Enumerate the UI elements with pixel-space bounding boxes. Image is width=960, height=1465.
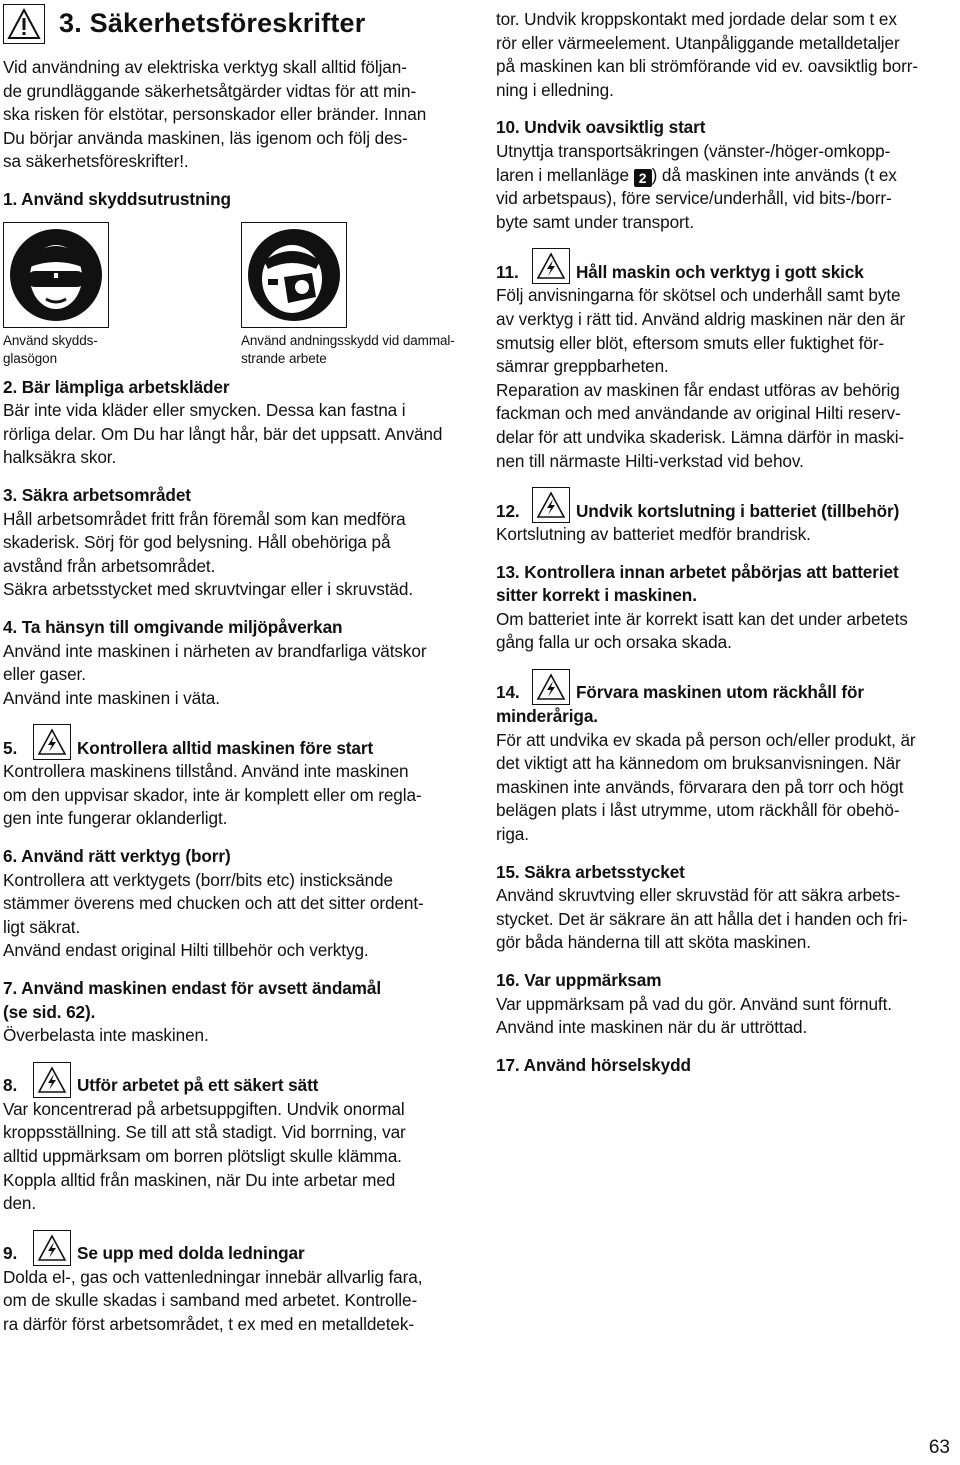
page-number: 63 bbox=[928, 1437, 950, 1458]
body-line: Reparation av maskinen får endast utföras av behörig bbox=[496, 379, 900, 400]
section-heading-text: Håll maskin och verktyg i gott skick bbox=[576, 261, 864, 282]
body-line: Utnyttja transportsäkringen (vänster-/höger-omkopp- bbox=[496, 140, 891, 161]
body-line: den. bbox=[3, 1193, 37, 1214]
body-line: halksäkra skor. bbox=[3, 447, 117, 468]
section-heading-1: 1. Använd skyddsutrustning bbox=[3, 188, 231, 209]
section-heading-text: Utför arbetet på ett säkert sätt bbox=[77, 1075, 319, 1096]
caption-line: strande arbete bbox=[241, 350, 327, 366]
body-line: Använd skruvtving eller skruvstäd för att säkra arbets- bbox=[496, 885, 901, 906]
body-line: ligt säkrat. bbox=[3, 916, 81, 937]
section-number: 9. bbox=[3, 1243, 18, 1264]
body-line: avstånd från arbetsområdet. bbox=[3, 555, 216, 576]
section-heading-text: Undvik kortslutning i batteriet (tillbehör) bbox=[576, 500, 900, 521]
section-heading-5 bbox=[3, 724, 469, 760]
section-heading-7: 7. Använd maskinen endast för avsett ändamål bbox=[3, 978, 381, 999]
body-line: delar för att undvika skaderisk. Lämna därför in maski- bbox=[496, 426, 905, 447]
electric-hazard-icon bbox=[532, 669, 570, 705]
section-heading-17: 17. Använd hörselskydd bbox=[496, 1054, 691, 1075]
body-line: rör eller värmeelement. Utanpåliggande metalldetaljer bbox=[496, 32, 900, 53]
section-heading-8 bbox=[3, 1062, 469, 1098]
body-line: ning i elledning. bbox=[496, 79, 614, 100]
caption-mask bbox=[241, 332, 455, 368]
body-line: om de skulle skadas i samband med arbetet. Kontrolle- bbox=[3, 1290, 418, 1311]
body-line: om den uppvisar skador, inte är komplett eller om regla- bbox=[3, 784, 422, 805]
section-heading-6: 6. Använd rätt verktyg (borr) bbox=[3, 846, 231, 867]
body-line: Bär inte vida kläder eller smycken. Dessa kan fastna i bbox=[3, 400, 406, 421]
body-line: maskinen inte används, förvarara den på torr och högt bbox=[496, 776, 904, 797]
body-line: Kontrollera att verktygets (borr/bits etc) insticksände bbox=[3, 869, 393, 890]
section-number: 5. bbox=[3, 737, 18, 758]
electric-hazard-icon bbox=[33, 1062, 71, 1098]
body-text: laren i mellanläge bbox=[496, 164, 634, 185]
intro-line: de grundläggande säkerhetsåtgärder vidtas för att min- bbox=[3, 80, 417, 101]
section-heading-9 bbox=[3, 1230, 469, 1266]
intro-line: Du börjar använda maskinen, läs igenom och följ des- bbox=[3, 127, 408, 148]
body-line: det viktigt att ha kännedom om bruksanvisningen. När bbox=[496, 753, 901, 774]
body-line: Var uppmärksam på vad du gör. Använd sunt förnuft. bbox=[496, 993, 892, 1014]
body-line: belägen plats i låst utrymme, utom räckhåll för obehö- bbox=[496, 800, 900, 821]
safety-glasses-icon bbox=[3, 222, 109, 328]
body-line: Koppla alltid från maskinen, när Du inte arbetar med bbox=[3, 1169, 396, 1190]
body-line: skaderisk. Sörj för god belysning. Håll obehöriga på bbox=[3, 532, 391, 553]
body-line: ra därför först arbetsområdet, t ex med en metalldetek- bbox=[3, 1313, 415, 1334]
respirator-mask-icon bbox=[241, 222, 347, 328]
intro-line: ska risken för elstötar, personskador eller bränder. Innan bbox=[3, 104, 427, 125]
section-heading-text: Se upp med dolda ledningar bbox=[77, 1243, 305, 1264]
body-line: Följ anvisningarna för skötsel och underhåll samt byte bbox=[496, 285, 901, 306]
body-line: av verktyg i rätt tid. Använd aldrig maskinen när den är bbox=[496, 308, 906, 329]
section-heading-13: 13. Kontrollera innan arbetet påbörjas att batteriet bbox=[496, 561, 899, 582]
right-column bbox=[496, 8, 958, 1077]
body-line: vid arbetspaus), före service/underhåll, vid bits-/borr- bbox=[496, 188, 892, 209]
section-heading-2: 2. Bär lämpliga arbetskläder bbox=[3, 376, 230, 397]
warning-triangle-icon bbox=[3, 4, 45, 44]
figure-reference-badge: 2 bbox=[634, 169, 652, 187]
section-heading-3: 3. Säkra arbetsområdet bbox=[3, 484, 191, 505]
body-line: Håll arbetsområdet fritt från föremål som kan medföra bbox=[3, 508, 406, 529]
section-heading-14-cont: minderåriga. bbox=[496, 706, 598, 727]
intro-line: sa säkerhetsföreskrifter!. bbox=[3, 151, 189, 172]
section-heading-13-cont: sitter korrekt i maskinen. bbox=[496, 585, 697, 606]
page-title: 3. Säkerhetsföreskrifter bbox=[59, 8, 366, 39]
body-line: Var koncentrerad på arbetsuppgiften. Undvik onormal bbox=[3, 1098, 405, 1119]
electric-hazard-icon bbox=[33, 724, 71, 760]
body-line: Använd inte maskinen när du är uttröttad. bbox=[496, 1017, 808, 1038]
caption-line: Använd skydds- bbox=[3, 332, 98, 348]
body-line: smutsig eller blöt, eftersom smuts eller fuktighet för- bbox=[496, 332, 885, 353]
section-heading-4: 4. Ta hänsyn till omgivande miljöpåverkan bbox=[3, 616, 343, 637]
body-line: Kortslutning av batteriet medför brandrisk. bbox=[496, 524, 811, 545]
section-heading-7-cont: (se sid. 62). bbox=[3, 1001, 96, 1022]
body-line: Kontrollera maskinens tillstånd. Använd inte maskinen bbox=[3, 761, 409, 782]
electric-hazard-icon bbox=[532, 248, 570, 284]
body-line: byte samt under transport. bbox=[496, 211, 695, 232]
body-text: ) då maskinen inte används (t ex bbox=[651, 164, 897, 185]
body-line: Använd inte maskinen i närheten av brandfarliga vätskor bbox=[3, 640, 427, 661]
section-heading-16: 16. Var uppmärksam bbox=[496, 970, 662, 990]
section-number: 12. bbox=[496, 500, 520, 521]
section-heading-11 bbox=[496, 248, 958, 284]
body-line: Säkra arbetsstycket med skruvtvingar eller i skruvstäd. bbox=[3, 579, 414, 600]
body-line bbox=[496, 164, 958, 188]
body-line: Använd endast original Hilti tillbehör och verktyg. bbox=[3, 940, 369, 961]
left-column bbox=[3, 0, 469, 1337]
section-number: 14. bbox=[496, 682, 520, 703]
title-bar bbox=[3, 0, 469, 48]
body-line: fackman och med användande av original Hilti reserv- bbox=[496, 403, 901, 424]
body-line: eller gaser. bbox=[3, 664, 86, 685]
body-line: sämrar greppbarheten. bbox=[496, 356, 669, 377]
section-number: 11. bbox=[496, 261, 519, 282]
body-line: För att undvika ev skada på person och/eller produkt, är bbox=[496, 729, 916, 750]
body-line: tor. Undvik kroppskontakt med jordade delar som t ex bbox=[496, 9, 897, 29]
section-heading-text: Förvara maskinen utom räckhåll för bbox=[576, 682, 864, 703]
body-line: rörliga delar. Om Du har långt hår, bär det uppsatt. Använd bbox=[3, 423, 443, 444]
section-heading-14 bbox=[496, 669, 958, 705]
body-line: Överbelasta inte maskinen. bbox=[3, 1025, 209, 1046]
ppe-pictograms bbox=[3, 222, 469, 372]
body-line: på maskinen kan bli strömförande vid ev. oavsiktlig borr- bbox=[496, 56, 918, 77]
body-line: gör båda händerna till att sköta maskinen. bbox=[496, 932, 811, 953]
body-line: stämmer överens med chucken och att det sitter ordent- bbox=[3, 893, 424, 914]
caption-line: Använd andningsskydd vid dammal- bbox=[241, 332, 455, 348]
electric-hazard-icon bbox=[532, 487, 570, 523]
section-heading-15: 15. Säkra arbetsstycket bbox=[496, 861, 685, 882]
section-heading-10: 10. Undvik oavsiktlig start bbox=[496, 117, 706, 138]
body-line: Dolda el-, gas och vattenledningar innebär allvarlig fara, bbox=[3, 1266, 423, 1287]
body-line: Använd inte maskinen i väta. bbox=[3, 687, 220, 708]
section-heading-text: Kontrollera alltid maskinen före start bbox=[77, 737, 374, 758]
body-line: riga. bbox=[496, 824, 529, 845]
body-line: kroppsställning. Se till att stå stadigt. Vid borrning, var bbox=[3, 1122, 406, 1143]
section-heading-12 bbox=[496, 487, 958, 523]
body-line: stycket. Det är säkrare än att hålla det i handen och fri- bbox=[496, 908, 908, 929]
caption-line: glasögon bbox=[3, 350, 57, 366]
section-number: 8. bbox=[3, 1075, 18, 1096]
electric-hazard-icon bbox=[33, 1230, 71, 1266]
body-line: Om batteriet inte är korrekt isatt kan det under arbetets bbox=[496, 608, 908, 629]
body-line: gen inte fungerar oklanderligt. bbox=[3, 808, 228, 829]
caption-glasses bbox=[3, 332, 98, 368]
body-line: gång falla ur och orsaka skada. bbox=[496, 632, 732, 653]
body-line: alltid uppmärksam om borren plötsligt skulle klämma. bbox=[3, 1146, 402, 1166]
intro-line: Vid användning av elektriska verktyg skall alltid följan- bbox=[3, 57, 407, 77]
body-line: nen till närmaste Hilti-verkstad vid behov. bbox=[496, 450, 804, 471]
